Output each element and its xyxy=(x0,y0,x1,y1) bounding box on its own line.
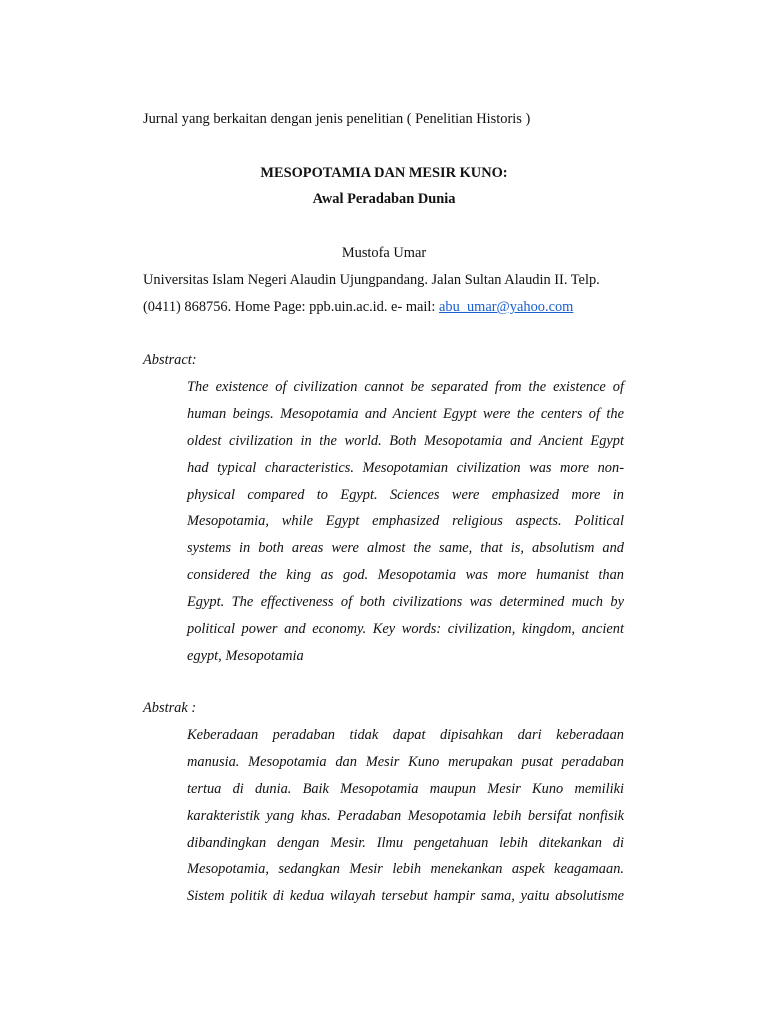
paper-title: MESOPOTAMIA DAN MESIR KUNO: xyxy=(260,165,508,181)
paragraph-line: physical compared to Egypt. Sciences were emphasized more in xyxy=(187,486,624,503)
abstract-paragraph xyxy=(187,378,624,674)
paragraph-line: systems in both areas were almost the same, that is, absolutism and xyxy=(187,540,624,557)
paragraph-line: oldest civilization in the world. Both Mesopotamia and Ancient Egypt xyxy=(187,432,624,449)
affiliation-contact: (0411) 868756. Home Page: ppb.uin.ac.id. e- mail: xyxy=(143,299,440,315)
paragraph-line: Mesopotamia, while Egypt emphasized religious aspects. Political xyxy=(187,513,624,530)
abstrak-paragraph xyxy=(187,726,624,914)
paragraph-line: karakteristik yang khas. Peradaban Mesopotamia lebih bersifat nonfisik xyxy=(187,807,624,824)
paragraph-line: egypt, Mesopotamia xyxy=(187,647,304,664)
abstrak-heading: Abstrak : xyxy=(143,700,197,716)
paragraph-line: Keberadaan peradaban tidak dapat dipisahkan dari keberadaan xyxy=(187,727,624,743)
paper-subtitle: Awal Peradaban Dunia xyxy=(312,191,456,207)
paragraph-line: tertua di dunia. Baik Mesopotamia maupun Mesir Kuno memiliki xyxy=(187,780,624,797)
paragraph-line: considered the king as god. Mesopotamia was more humanist than xyxy=(187,567,624,584)
paragraph-line: The existence of civilization cannot be separated from the existence of xyxy=(187,379,624,395)
paragraph-line: manusia. Mesopotamia dan Mesir Kuno merupakan pusat peradaban xyxy=(187,753,624,770)
paragraph-line: had typical characteristics. Mesopotamian civilization was more non- xyxy=(187,459,624,476)
paragraph-line: Mesopotamia, sedangkan Mesir lebih menekankan aspek keagamaan. xyxy=(187,861,624,878)
paragraph-line: dibandingkan dengan Mesir. Ilmu pengetahuan lebih ditekankan di xyxy=(187,834,624,851)
author-name: Mustofa Umar xyxy=(341,245,427,261)
paragraph-line: Sistem politik di kedua wilayah tersebut hampir sama, yaitu absolutisme xyxy=(187,888,624,905)
abstract-heading: Abstract: xyxy=(143,352,197,368)
affiliation-line-1: Universitas Islam Negeri Alaudin Ujungpandang. Jalan Sultan Alaudin II. Telp. xyxy=(143,272,600,288)
paragraph-line: Egypt. The effectiveness of both civilizations was determined much by xyxy=(187,594,624,611)
email-link[interactable]: abu_umar@yahoo.com xyxy=(439,299,574,315)
intro-line: Jurnal yang berkaitan dengan jenis penelitian ( Penelitian Historis ) xyxy=(143,111,531,127)
paragraph-line: political power and economy. Key words: civilization, kingdom, ancient xyxy=(187,621,624,638)
affiliation-line-2 xyxy=(143,298,573,316)
paragraph-line: human beings. Mesopotamia and Ancient Egypt were the centers of the xyxy=(187,405,624,422)
